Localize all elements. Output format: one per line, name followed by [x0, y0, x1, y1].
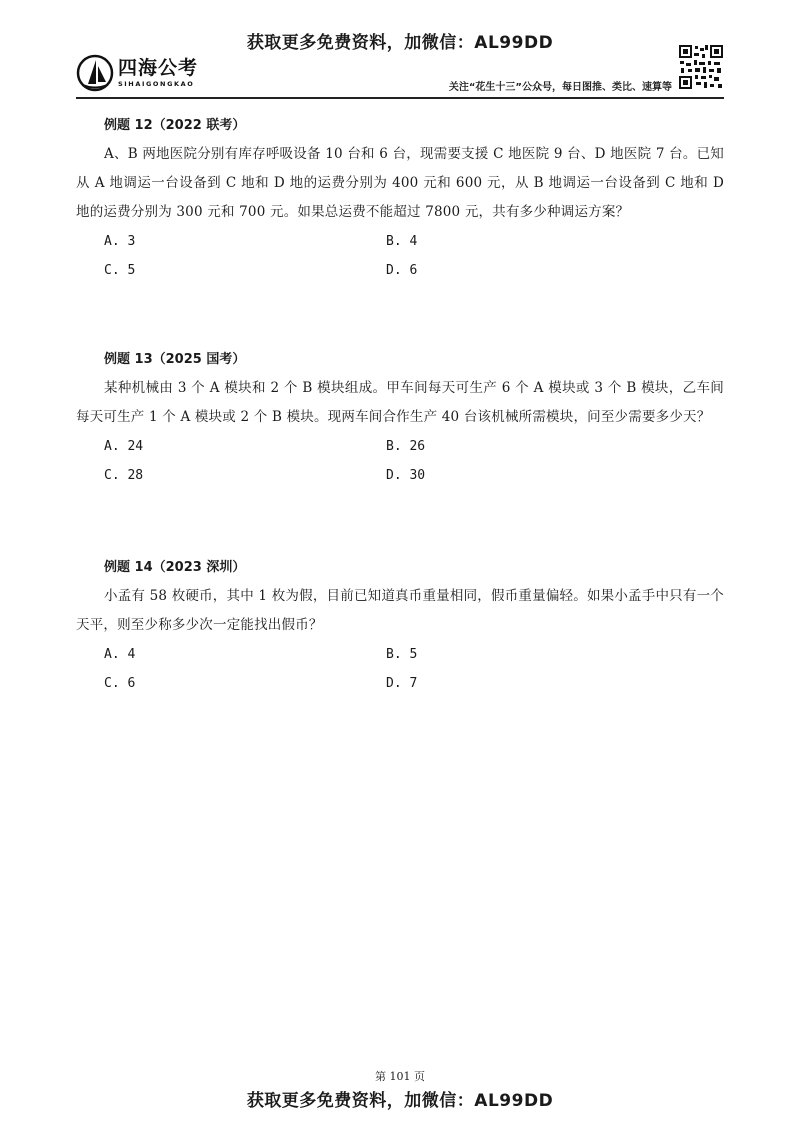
question-body: 某种机械由 3 个 A 模块和 2 个 B 模块组成。甲车间每天可生产 6 个 A 模块或 3 个 B 模块，乙车间每天可生产 1 个 A 模块或 2 个 B 模块。现两车间合作生产 40 台该机械所需模块，问至少需要多少天？: [76, 380, 724, 425]
option-d: D. 6: [386, 263, 418, 278]
header-slogan: 关注“花生十三”公众号，每日图推、类比、速算等: [448, 82, 672, 93]
option-a: A. 3: [104, 234, 136, 249]
option-a: A. 24: [104, 439, 144, 454]
answer-options: [104, 640, 724, 698]
logo-text-en: SIHAIGONGKAO: [118, 80, 195, 88]
option-c: C. 6: [104, 676, 136, 691]
bottom-banner: 获取更多免费资料，加微信：AL99DD: [246, 1091, 554, 1111]
option-b: B. 4: [386, 234, 418, 249]
option-b: B. 5: [386, 647, 418, 662]
logo-text-cn: 四海公考: [118, 57, 199, 79]
top-banner: 获取更多免费资料，加微信：AL99DD: [246, 33, 554, 53]
question-title: 例题 12（2022 联考）: [104, 118, 246, 133]
header-rule: [76, 97, 724, 99]
option-d: D. 30: [386, 468, 426, 483]
question-14: [76, 554, 724, 698]
option-b: B. 26: [386, 439, 426, 454]
question-title: 例题 13（2025 国考）: [104, 352, 246, 367]
option-a: A. 4: [104, 647, 136, 662]
page-header: [76, 44, 724, 96]
option-d: D. 7: [386, 676, 418, 691]
question-title: 例题 14（2023 深圳）: [104, 560, 246, 575]
page-number: 第 101 页: [375, 1070, 425, 1083]
question-body: A、B 两地医院分别有库存呼吸设备 10 台和 6 台，现需要支援 C 地医院 9 台、D 地医院 7 台。已知从 A 地调运一台设备到 C 地和 D 地的运费分别为 400 元和 600 元，从 B 地调运一台设备到 C 地和 D 地的运费分别为 300 元和 700 元。如果总运费不能超过 7800 元，共有多少种调运方案？: [76, 146, 724, 220]
qr-code-icon: [678, 44, 724, 90]
question-body: 小孟有 58 枚硬币，其中 1 枚为假，目前已知道真币重量相同，假币重量偏轻。如果小孟手中只有一个天平，则至少称多少次一定能找出假币？: [76, 588, 724, 633]
question-13: [76, 346, 724, 490]
option-c: C. 5: [104, 263, 136, 278]
answer-options: [104, 227, 724, 285]
sail-logo-icon: [76, 54, 114, 92]
option-c: C. 28: [104, 468, 144, 483]
question-12: [76, 112, 724, 285]
logo: [76, 54, 198, 92]
answer-options: [104, 432, 724, 490]
